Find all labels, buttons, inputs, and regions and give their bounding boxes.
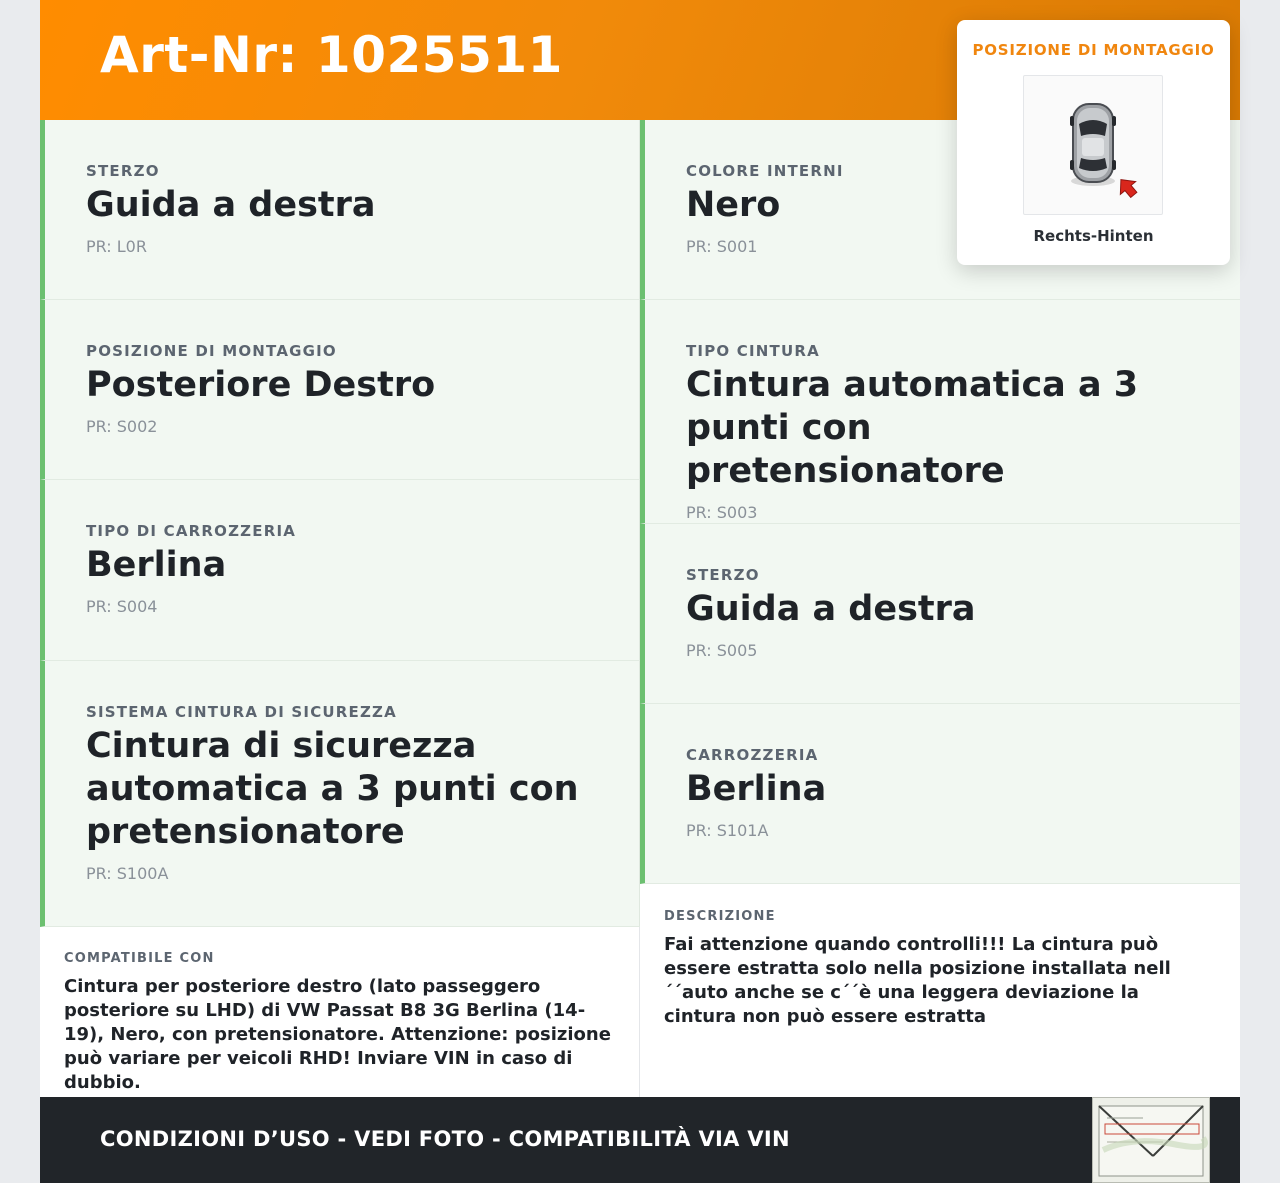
- label-sticker-thumbnail-icon[interactable]: [1092, 1097, 1210, 1183]
- spec-label: POSIZIONE DI MONTAGGIO: [86, 342, 337, 360]
- popup-caption: Rechts-Hinten: [1033, 227, 1154, 245]
- spec-value: Berlina: [86, 545, 227, 585]
- article-number-title: Art-Nr: 1025511: [100, 26, 563, 84]
- spec-card: [40, 120, 640, 300]
- footer-text[interactable]: CONDIZIONI D’USO - VEDI FOTO - COMPATIBILITÀ VIA VIN: [100, 1127, 790, 1151]
- mounting-position-popup: [957, 20, 1230, 265]
- description-text: Fai attenzione quando controlli!!! La cintura può essere estratta solo nella posizione installata nell´´auto anche se c´´è una leggera deviazione la cintura non può essere estratta: [664, 934, 1171, 1027]
- spec-card: [40, 300, 640, 480]
- description-label: DESCRIZIONE: [664, 909, 776, 924]
- spec-pr-code: PR: S003: [686, 503, 758, 522]
- spec-value: Guida a destra: [686, 589, 976, 629]
- spec-value: Guida a destra: [86, 185, 376, 225]
- spec-card: [640, 524, 1240, 704]
- spec-card: [40, 661, 640, 927]
- spec-value: Cintura automatica a 3 punti con pretensionatore: [686, 365, 1139, 491]
- spec-pr-code: PR: L0R: [86, 237, 147, 256]
- compatibility-text: Cintura per posteriore destro (lato passeggero posteriore su LHD) di VW Passat B8 3G Berlina (14-19), Nero, con pretensionatore. Attenzione: posizione può variare per veicoli RHD! Inviare VIN in caso di dubbio.: [64, 976, 611, 1093]
- spec-label: COLORE INTERNI: [686, 162, 844, 180]
- spec-pr-code: PR: S002: [86, 417, 158, 436]
- spec-value: Posteriore Destro: [86, 365, 436, 405]
- spec-pr-code: PR: S100A: [86, 864, 169, 883]
- spec-card: [640, 704, 1240, 884]
- spec-label: CARROZZERIA: [686, 746, 819, 764]
- footer-bar: [40, 1097, 1240, 1183]
- spec-card: [640, 300, 1240, 524]
- spec-pr-code: PR: S001: [686, 237, 758, 256]
- spec-label: STERZO: [86, 162, 160, 180]
- spec-label: TIPO DI CARROZZERIA: [86, 522, 297, 540]
- popup-title: POSIZIONE DI MONTAGGIO: [972, 41, 1215, 59]
- sticker-image: [1093, 1098, 1210, 1183]
- spec-card: [40, 480, 640, 661]
- spec-pr-code: PR: S004: [86, 597, 158, 616]
- red-arrow-icon: [1113, 173, 1141, 201]
- car-top-view-icon: [1023, 75, 1163, 215]
- spec-label: STERZO: [686, 566, 760, 584]
- compatibility-section: [40, 927, 640, 1097]
- description-section: [640, 884, 1240, 1097]
- spec-label: TIPO CINTURA: [686, 342, 820, 360]
- spec-pr-code: PR: S101A: [686, 821, 769, 840]
- spec-value: Cintura di sicurezza automatica a 3 punti con pretensionatore: [86, 726, 579, 852]
- left-spec-column: [40, 120, 640, 927]
- spec-value: Berlina: [686, 769, 827, 809]
- spec-label: SISTEMA CINTURA DI SICUREZZA: [86, 703, 397, 721]
- car-diagram: [1024, 76, 1162, 214]
- spec-pr-code: PR: S005: [686, 641, 758, 660]
- spec-value: Nero: [686, 185, 781, 225]
- compatibility-label: COMPATIBILE CON: [64, 951, 215, 966]
